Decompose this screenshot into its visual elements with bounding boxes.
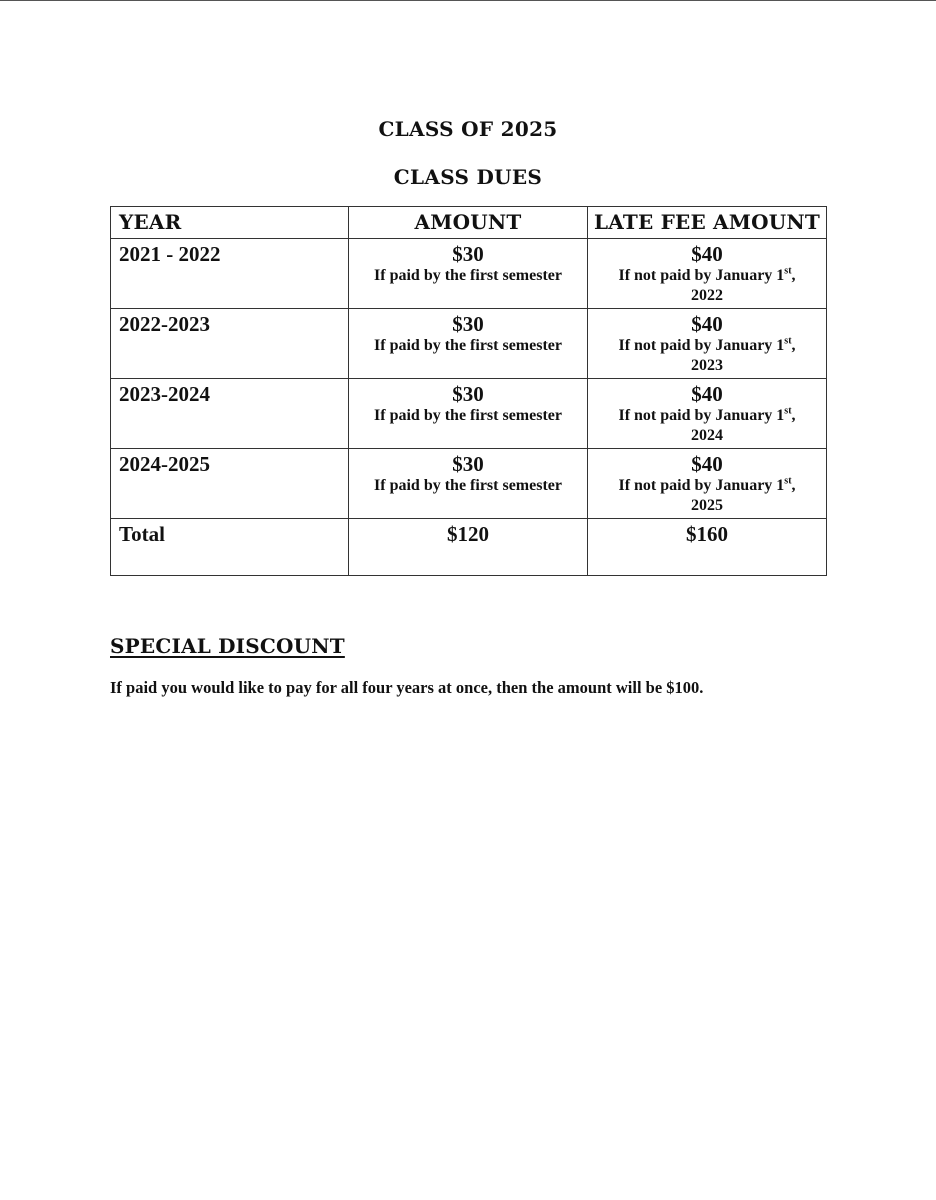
amount-value: $30 bbox=[452, 452, 484, 476]
late-fee-value: $40 bbox=[691, 242, 723, 266]
amount-cell bbox=[349, 449, 588, 519]
late-fee-cell bbox=[588, 239, 827, 309]
total-label: Total bbox=[119, 522, 165, 546]
late-fee-cell bbox=[588, 309, 827, 379]
late-fee-note: If not paid by January 1st, 2025 bbox=[618, 475, 796, 514]
column-header-year: YEAR bbox=[111, 207, 349, 239]
dues-table bbox=[110, 206, 827, 576]
amount-cell bbox=[349, 309, 588, 379]
late-fee-value: $40 bbox=[691, 382, 723, 406]
amount-cell bbox=[349, 379, 588, 449]
year-value: 2024-2025 bbox=[119, 452, 210, 476]
page-title: CLASS OF 2025 bbox=[378, 117, 558, 141]
special-discount-heading: SPECIAL DISCOUNT bbox=[110, 634, 345, 658]
table-row bbox=[111, 449, 827, 519]
table-row bbox=[111, 239, 827, 309]
total-late-fee-cell bbox=[588, 519, 827, 576]
column-header-late-fee: LATE FEE AMOUNT bbox=[588, 207, 827, 239]
late-fee-note: If not paid by January 1st, 2022 bbox=[618, 265, 796, 304]
top-border-line bbox=[0, 0, 936, 1]
late-fee-cell bbox=[588, 449, 827, 519]
late-fee-note: If not paid by January 1st, 2024 bbox=[618, 405, 796, 444]
amount-value: $30 bbox=[452, 312, 484, 336]
year-cell bbox=[111, 239, 349, 309]
table-row bbox=[111, 379, 827, 449]
special-discount-text: If paid you would like to pay for all four years at once, then the amount will be $100. bbox=[110, 678, 704, 697]
total-row bbox=[111, 519, 827, 576]
year-value: 2022-2023 bbox=[119, 312, 210, 336]
amount-note: If paid by the first semester bbox=[374, 267, 562, 284]
column-header-amount: AMOUNT bbox=[349, 207, 588, 239]
year-value: 2023-2024 bbox=[119, 382, 210, 406]
total-amount-value: $120 bbox=[447, 522, 489, 546]
amount-note: If paid by the first semester bbox=[374, 407, 562, 424]
year-value: 2021 - 2022 bbox=[119, 242, 221, 266]
late-fee-value: $40 bbox=[691, 452, 723, 476]
amount-note: If paid by the first semester bbox=[374, 337, 562, 354]
table-header-row bbox=[111, 207, 827, 239]
late-fee-cell bbox=[588, 379, 827, 449]
table-row bbox=[111, 309, 827, 379]
amount-note: If paid by the first semester bbox=[374, 477, 562, 494]
amount-value: $30 bbox=[452, 242, 484, 266]
total-amount-cell bbox=[349, 519, 588, 576]
late-fee-note: If not paid by January 1st, 2023 bbox=[618, 335, 796, 374]
late-fee-value: $40 bbox=[691, 312, 723, 336]
amount-value: $30 bbox=[452, 382, 484, 406]
page-subtitle: CLASS DUES bbox=[393, 165, 543, 189]
year-cell bbox=[111, 449, 349, 519]
year-cell bbox=[111, 309, 349, 379]
total-label-cell bbox=[111, 519, 349, 576]
amount-cell bbox=[349, 239, 588, 309]
total-late-fee-value: $160 bbox=[686, 522, 728, 546]
year-cell bbox=[111, 379, 349, 449]
